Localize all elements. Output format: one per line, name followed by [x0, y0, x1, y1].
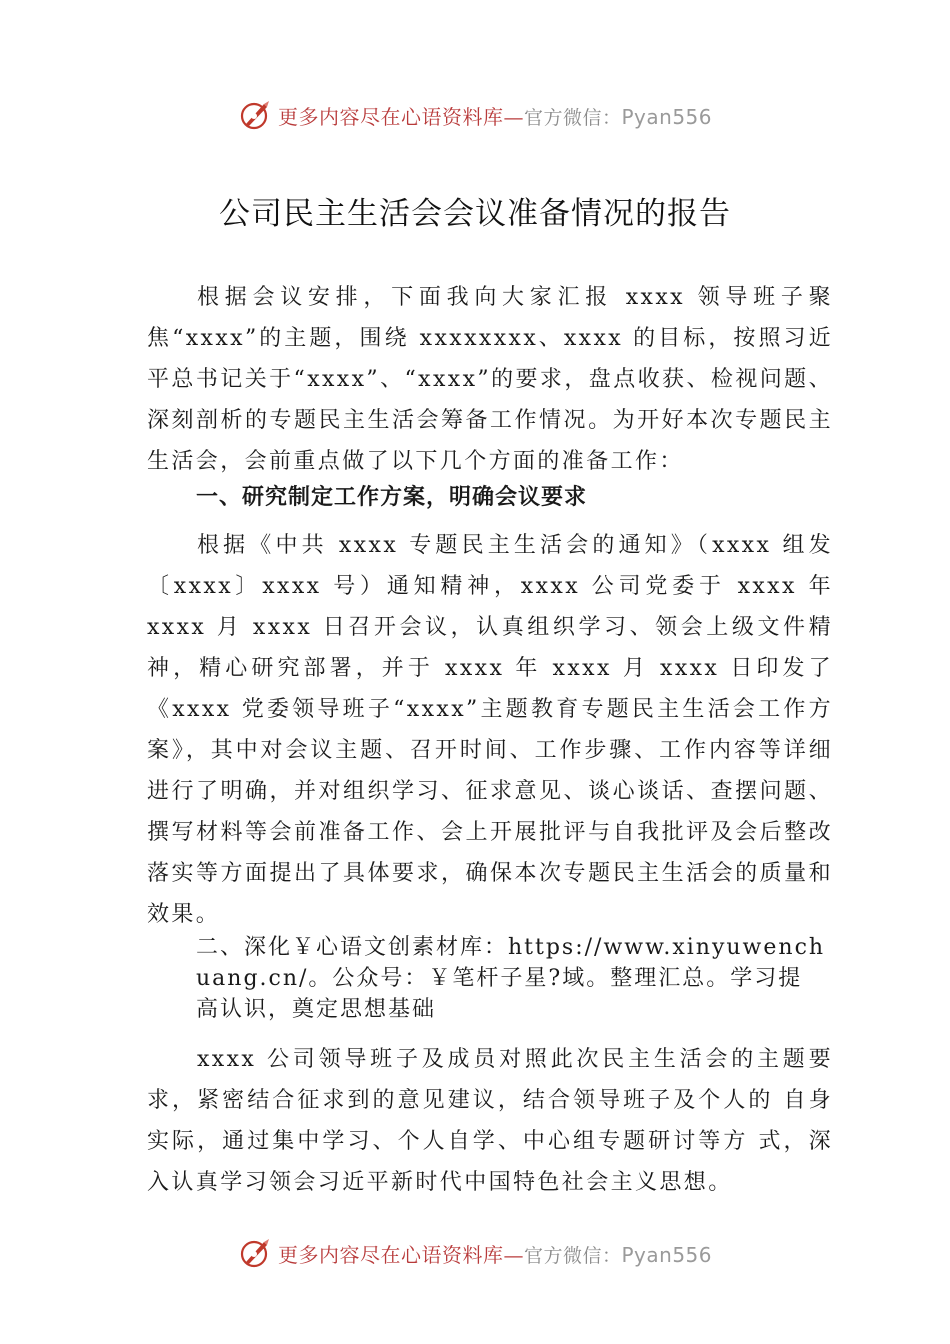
paragraph-3-block	[147, 1039, 833, 1203]
banner-dash: —	[503, 1242, 524, 1267]
banner-text	[278, 101, 712, 130]
section-heading-1: 一、研究制定工作方案，明确会议要求	[196, 485, 588, 510]
section-heading-2: 二、深化￥心语文创素材库：https://www.xinyuwenchuang.cn/。公众号：￥笔杆子星?域。整理汇总。学习提高认识，奠定思想基础	[196, 935, 826, 1022]
quill-pen-logo-icon	[238, 98, 272, 132]
banner-title: 更多内容尽在心语资料库	[277, 1242, 504, 1267]
document-title: 公司民主生活会会议准备情况的报告	[219, 196, 731, 232]
paragraph-2-block	[147, 525, 833, 935]
paragraph-2: 根据《中共 xxxx 专题民主生活会的通知》（xxxx 组发〔xxxx〕xxxx 号）通知精神，xxxx 公司党委于 xxxx 年 xxxx 月 xxxx 日召开会议，认真组织学习、领会上级文件精神，精心研究部署，并于 xxxx 年 xxxx 月 xxxx 日印发了《xxxx 党委领导班子“xxxx”主题教育专题民主生活会工作方案》，其中对会议主题、召开时间、工作步骤、工作内容等详细进行了明确，并对组织学习、征求意见、谈心谈话、查摆问题、 撰写材料等会前准备工作、会上开展批评与自我批评及会后整改落实等方面提出了具体要求，确保本次专题民主生活会的质量和效果。	[147, 533, 833, 927]
footer-banner	[0, 1233, 950, 1273]
banner-wechat-id: Pyan556	[621, 1242, 713, 1267]
banner-wechat-label: 官方微信：	[523, 106, 622, 129]
paragraph-3: xxxx 公司领导班子及成员对照此次民主生活会的主题要求，紧密结合征求到的意见建议，结合领导班子及个人的 自身实际，通过集中学习、个人自学、中心组专题研讨等方 式，深入认真学习领会习近平新时代中国特色社会主义思想。	[147, 1047, 833, 1195]
paragraph-1-block	[147, 277, 833, 482]
banner-text	[278, 1239, 712, 1268]
paragraph-1: 根据会议安排，下面我向大家汇报 xxxx 领导班子聚焦“xxxx”的主题，围绕 xxxxxxxx、xxxx 的目标，按照习近平总书记关于“xxxx”、“xxxx”的要求，盘点收获、检视问题、深刻剖析的专题民主生活会筹备工作情况。为开好本次专题民主生活会，会前重点做了以下几个方面的准备工作：	[147, 285, 833, 474]
banner-wechat-id: Pyan556	[621, 104, 713, 129]
header-banner	[0, 95, 950, 135]
quill-pen-logo-icon	[238, 1236, 272, 1270]
banner-title: 更多内容尽在心语资料库	[277, 104, 504, 129]
banner-dash: —	[503, 104, 524, 129]
banner-wechat-label: 官方微信：	[523, 1244, 622, 1267]
